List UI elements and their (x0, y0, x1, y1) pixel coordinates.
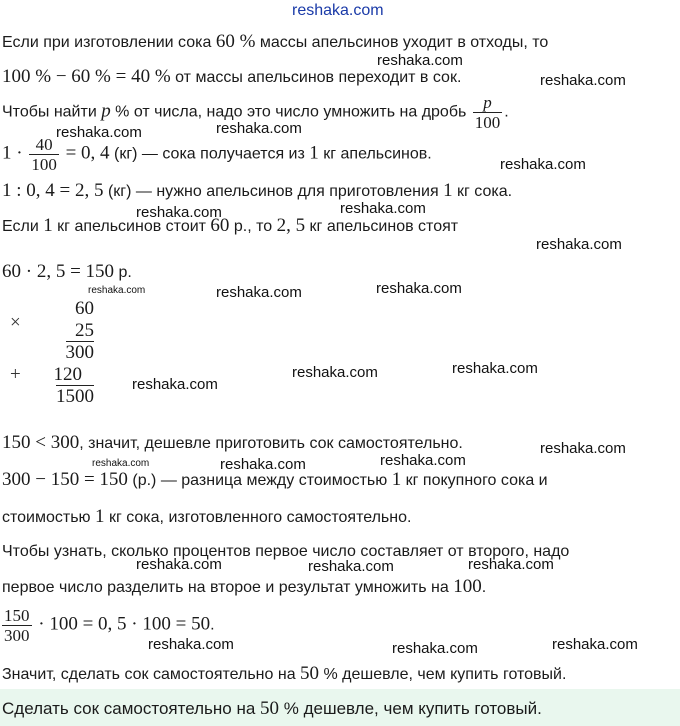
watermark: reshaka.com (540, 440, 626, 457)
watermark: reshaka.com (392, 640, 478, 657)
solution-line-2: 100 % − 60 % = 40 % от массы апельсинов переходит в сок. (2, 66, 462, 87)
watermark: reshaka.com (468, 556, 554, 573)
answer-box (0, 689, 680, 726)
watermark: reshaka.com (216, 284, 302, 301)
solution-line-6: Если 1 кг апельсинов стоит 60 р., то 2, 5 кг апельсинов стоят (2, 215, 459, 236)
fraction-150-over-300: $\frac{150}{300}$ (4, 606, 30, 645)
solution-line-11: Чтобы узнать, сколько процентов первое число составляет от второго, надо (2, 543, 570, 560)
mult-row-25: 25 (75, 320, 94, 341)
mult-row-120: 120 (53, 364, 82, 385)
watermark: reshaka.com (376, 280, 462, 297)
watermark: reshaka.com (536, 236, 622, 253)
site-header-watermark: reshaka.com (292, 2, 384, 19)
watermark: reshaka.com (220, 456, 306, 473)
solution-line-9: 300 − 150 = 150 (р.) — разница между стоимостью 1 кг покупного сока и (2, 469, 548, 490)
watermark: reshaka.com (500, 156, 586, 173)
answer-text: Сделать сок самостоятельно на 50 % дешевле, чем купить готовый. (2, 698, 542, 719)
solution-line-10: стоимостью 1 кг сока, изготовленного самостоятельно. (2, 506, 412, 527)
watermark: reshaka.com (380, 452, 466, 469)
fraction-40-over-100: $\frac{40}{100}$ (31, 135, 57, 174)
watermark: reshaka.com (56, 124, 142, 141)
solution-line-4: 1 · $\frac{40}{100}$ = 0, 4 (кг) — сока получается из 1 кг апельсинов. (2, 135, 432, 174)
watermark: reshaka.com (377, 52, 463, 69)
fraction-p-over-100: $\frac{p}{100}$ (474, 93, 501, 132)
solution-line-12: первое число разделить на второе и результат умножить на 100. (2, 576, 487, 597)
watermark: reshaka.com (136, 556, 222, 573)
watermark: reshaka.com (540, 72, 626, 89)
watermark: reshaka.com (452, 360, 538, 377)
watermark: reshaka.com (148, 636, 234, 653)
watermark: reshaka.com (216, 120, 302, 137)
watermark: reshaka.com (92, 458, 150, 469)
watermark: reshaka.com (292, 364, 378, 381)
solution-line-14: Значит, сделать сок самостоятельно на 50 % дешевле, чем купить готовый. (2, 663, 567, 684)
solution-line-7: 60 · 2, 5 = 150 р. (2, 261, 132, 282)
watermark: reshaka.com (308, 558, 394, 575)
solution-line-3: Чтобы найти p % от числа, надо это число умножить на дробь $\frac{p}{100}$ . (2, 93, 509, 132)
mult-row-300: 300 (65, 342, 94, 363)
watermark: reshaka.com (132, 376, 218, 393)
mult-row-1500: 1500 (56, 386, 94, 407)
column-multiplication (48, 298, 94, 408)
watermark: reshaka.com (340, 200, 426, 217)
mult-row-60: 60 (75, 298, 94, 319)
plus-sign: + (10, 364, 21, 385)
solution-line-1: Если при изготовлении сока 60 % массы апельсинов уходит в отходы, то (2, 31, 549, 52)
watermark: reshaka.com (552, 636, 638, 653)
watermark: reshaka.com (136, 204, 222, 221)
times-sign: × (10, 312, 21, 333)
solution-line-5: 1 : 0, 4 = 2, 5 (кг) — нужно апельсинов для приготовления 1 кг сока. (2, 180, 513, 201)
solution-line-13: $\frac{150}{300}$ · 100 = 0, 5 · 100 = 50. (4, 606, 215, 645)
watermark: reshaka.com (88, 285, 146, 296)
solution-line-8: 150 < 300, значит, дешевле приготовить сок самостоятельно. (2, 432, 463, 453)
